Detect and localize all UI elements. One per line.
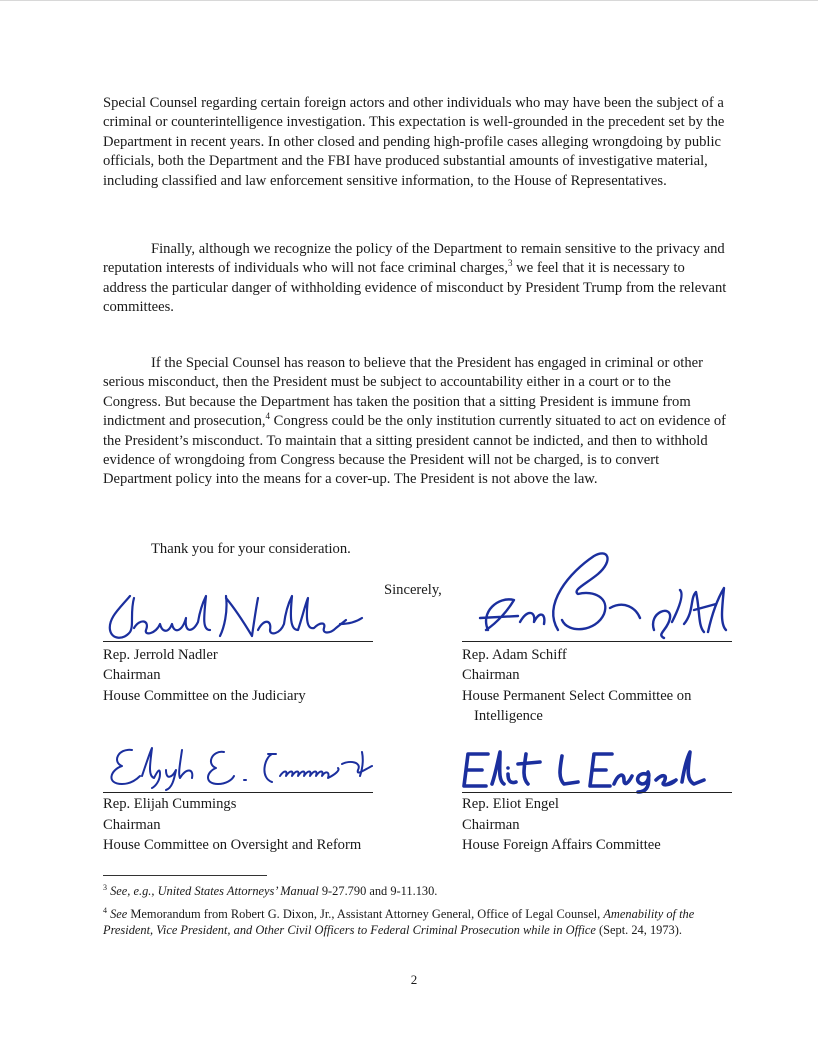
footnote-4-title: Amenability of the President, Vice President, and Other Civil Officers to Federal Criminal Prosecution while in Office: [103, 907, 695, 937]
nadler-committee: House Committee on the Judiciary: [103, 688, 306, 704]
paragraph-1: Special Counsel regarding certain foreign actors and other individuals who may have been the subject of a criminal or counterintelligence investigation. This expectation is well-grounded in the precedent set by the Department in recent years. In other closed and pending high-profile cases alleging wrongdoing by public officials, both the Department and the FBI have produced substantial amounts of investigative material, including classified and law enforcement sensitive information, to the House of Representatives.: [103, 95, 725, 189]
paragraph-2-part-b: we feel that it is necessary to address the particular danger of withholding evidence of misconduct by President Trump from the relevant committees.: [103, 260, 727, 316]
cummings-signature: [100, 740, 390, 792]
footnote-ref-4: 4: [265, 411, 271, 422]
footnote-4-date: (Sept. 24, 1973).: [595, 923, 682, 937]
schiff-signature-line: [462, 641, 732, 642]
page-number: 2: [410, 972, 418, 987]
cummings-committee: House Committee on Oversight and Reform: [103, 837, 362, 853]
nadler-signature-line: [103, 641, 373, 642]
footnote-4-see: See: [110, 907, 128, 921]
schiff-name: Rep. Adam Schiff: [462, 647, 567, 663]
cummings-title: Chairman: [103, 817, 161, 833]
footnote-4: [103, 906, 733, 938]
page-top-edge: [0, 0, 818, 1]
schiff-signature: [458, 538, 738, 658]
nadler-signature: [100, 588, 370, 648]
engel-title: Chairman: [462, 817, 520, 833]
cummings-signature-line: [103, 792, 373, 793]
schiff-title: Chairman: [462, 667, 520, 683]
sincerely: Sincerely,: [384, 582, 442, 598]
footnote-ref-3: 3: [508, 258, 513, 269]
cummings-name: Rep. Elijah Cummings: [103, 796, 237, 812]
footnote-rule: [103, 875, 267, 876]
engel-name: Rep. Eliot Engel: [462, 796, 559, 812]
footnote-4-number: 4: [103, 905, 107, 915]
paragraph-2-part-a: Finally, although we recognize the policy of the Department to remain sensitive to the privacy and reputation interests of individuals who will not face criminal charges,: [103, 241, 725, 277]
paragraph-3-part-a: If the Special Counsel has reason to believe that the President has engaged in criminal or other serious misconduct, then the President must be subject to accountability either in a court or to the Congress. But because the Department has taken the position that a sitting President is immune from indictment and prosecution,: [103, 355, 703, 430]
engel-committee: House Foreign Affairs Committee: [462, 837, 661, 853]
footnote-3-number: 3: [103, 882, 107, 892]
schiff-committee-line-2: Intelligence: [474, 708, 543, 724]
engel-signature: [458, 746, 718, 794]
footnote-4-memo: Memorandum from Robert G. Dixon, Jr., Assistant Attorney General, Office of Legal Counsel,: [127, 907, 604, 921]
footnote-3-rest: 9-27.790 and 9-11.130.: [318, 884, 438, 898]
footnote-3: [103, 883, 733, 899]
engel-signature-line: [462, 792, 732, 793]
paragraph-3-part-b: Congress could be the only institution currently situated to act on evidence of the President’s misconduct. To maintain that a sitting president cannot be indicted, and then to withhold evidence of wrongdoing from Congress because the President will not be charged, is to convert Department policy into the means for a cover-up. The President is not above the law.: [103, 413, 726, 488]
paragraph-2: [103, 240, 727, 318]
closing-line: Thank you for your consideration.: [151, 541, 351, 557]
footnote-3-citation: See, e.g., United States Attorneys’ Manual: [110, 884, 319, 898]
schiff-committee-line-1: House Permanent Select Committee on: [462, 688, 692, 704]
paragraph-3: [103, 354, 727, 490]
nadler-name: Rep. Jerrold Nadler: [103, 647, 218, 663]
nadler-title: Chairman: [103, 667, 161, 683]
